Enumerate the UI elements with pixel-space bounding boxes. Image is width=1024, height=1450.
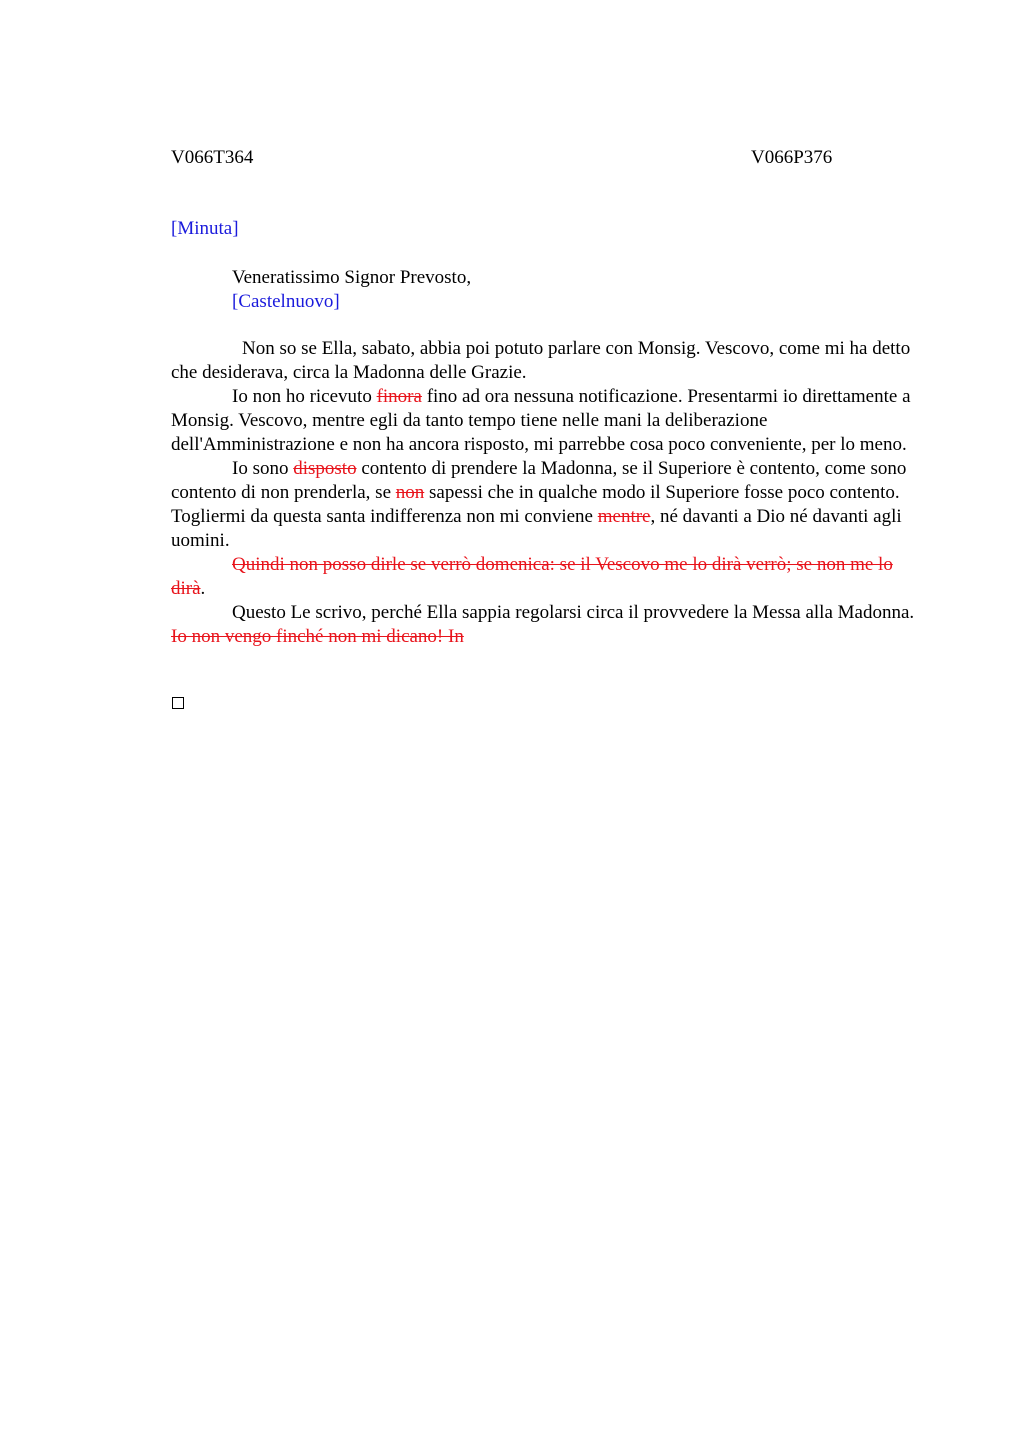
- paragraph-4: [171, 553, 931, 601]
- salutation-place: [Castelnuovo]: [232, 291, 340, 312]
- paragraph-2-text-b: fino ad ora nessuna notificazione. Presentarmi io direttamente a Monsig. Vescovo, mentre egli da tanto tempo tiene nelle mani la deliberazione dell'Amministrazione e non ha ancora risposto, mi parrebbe cosa poco conveniente, per lo meno.: [171, 386, 911, 455]
- paragraph-3: [171, 457, 931, 553]
- paragraph-5: [171, 601, 931, 649]
- document-code-left: V066T364: [171, 147, 254, 168]
- letter-body: [171, 337, 931, 649]
- paragraph-4-text-a: .: [200, 578, 206, 599]
- paragraph-2-text-a: Io non ho ricevuto: [232, 386, 377, 407]
- paragraph-1-text: Non so se Ella, sabato, abbia poi potuto parlare con Monsig. Vescovo, come mi ha detto che desiderava, circa la Madonna delle Grazie.: [171, 338, 911, 383]
- paragraph-3-text-c: sapessi che in qualche modo il Superiore fosse poco contento. Togliermi da questa santa indifferenza non mi conviene: [171, 482, 900, 527]
- deleted-word-disposto: disposto: [293, 458, 357, 479]
- paragraph-3-text-b: contento di prendere la Madonna, se il Superiore è contento, come sono contento di non prenderla, se: [171, 458, 907, 503]
- salutation: [232, 266, 471, 314]
- end-of-document-box-icon: [172, 697, 184, 709]
- paragraph-3-text-a: Io sono: [232, 458, 294, 479]
- paragraph-2: [171, 385, 931, 457]
- deleted-word-non: non: [395, 482, 425, 503]
- document-code-right: V066P376: [751, 147, 833, 168]
- salutation-greeting: Veneratissimo Signor Prevosto,: [232, 267, 472, 288]
- minuta-label: [Minuta]: [171, 218, 239, 239]
- deleted-word-finora: finora: [376, 386, 422, 407]
- deleted-sentence-io-non-vengo: Io non vengo finché non mi dicano! In: [171, 626, 464, 647]
- paragraph-1: [171, 337, 931, 385]
- paragraph-5-text-a: Questo Le scrivo, perché Ella sappia regolarsi circa il provvedere la Messa alla Madonna.: [232, 602, 915, 623]
- deleted-sentence-quindi: Quindi non posso dirle se verrò domenica: se il Vescovo me lo dirà verrò; se non me lo dirà: [171, 554, 893, 599]
- paragraph-3-text-d: , né davanti a Dio né davanti agli uomini.: [171, 506, 902, 551]
- deleted-word-mentre: mentre: [597, 506, 651, 527]
